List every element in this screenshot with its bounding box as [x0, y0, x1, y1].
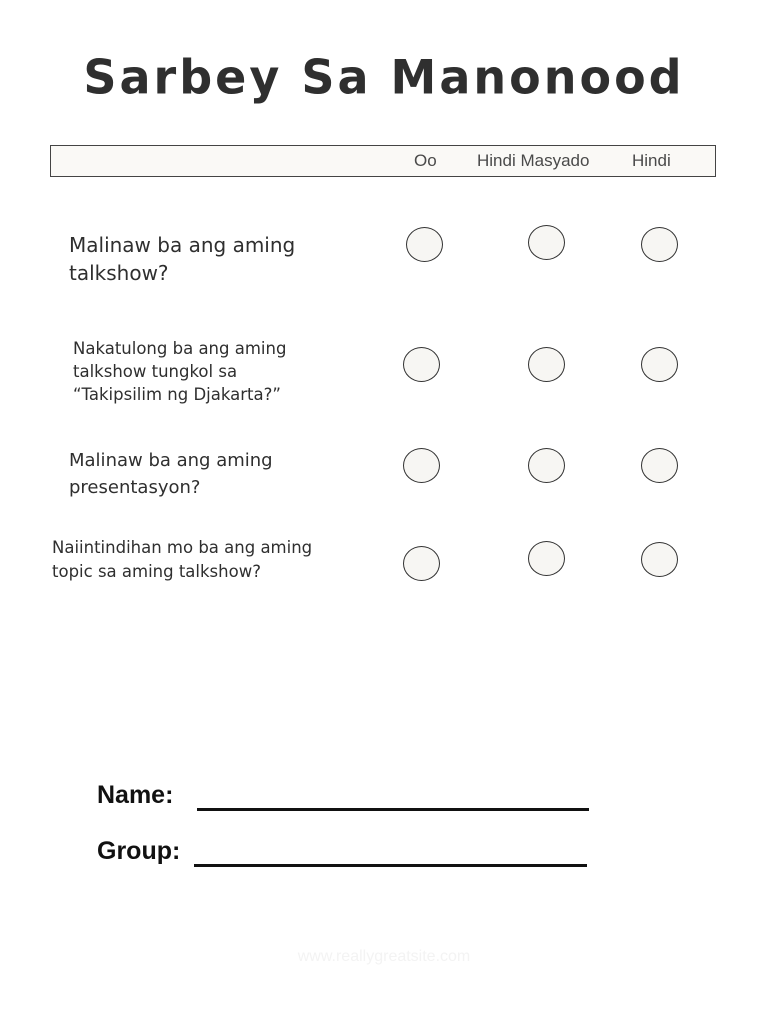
name-field-line[interactable] — [197, 808, 589, 811]
footer-url: www.reallygreatsite.com — [297, 948, 471, 965]
question-4-line-2: topic sa aming talkshow? — [52, 561, 261, 581]
question-4 — [52, 536, 312, 584]
q1-radio-hindi-masyado[interactable] — [528, 225, 565, 260]
q1-radio-hindi[interactable] — [641, 227, 678, 262]
question-3 — [69, 447, 273, 501]
q2-radio-hindi[interactable] — [641, 347, 678, 382]
q2-radio-oo[interactable] — [403, 347, 440, 382]
q2-radio-hindi-masyado[interactable] — [528, 347, 565, 382]
page-title: Sarbey Sa Manonood — [83, 49, 685, 105]
q4-radio-hindi-masyado[interactable] — [528, 541, 565, 576]
q3-radio-hindi-masyado[interactable] — [528, 448, 565, 483]
question-2-line-2: talkshow tungkol sa — [73, 362, 238, 382]
question-3-line-1: Malinaw ba ang aming — [69, 450, 273, 471]
question-4-line-1: Naiintindihan mo ba ang aming — [52, 538, 313, 557]
group-label: Group: — [97, 837, 181, 865]
column-label-oo: Oo — [414, 151, 437, 170]
answer-header-bar — [50, 145, 716, 177]
question-1-line-1: Malinaw ba ang aming — [69, 233, 296, 257]
question-3-line-2: presentasyon? — [69, 477, 201, 498]
question-2 — [73, 337, 286, 406]
question-1-line-2: talkshow? — [69, 261, 169, 286]
question-2-line-1: Nakatulong ba ang aming — [73, 339, 287, 358]
column-label-hindi-masyado: Hindi Masyado — [477, 151, 590, 170]
q4-radio-hindi[interactable] — [641, 542, 678, 577]
q3-radio-oo[interactable] — [403, 448, 440, 483]
question-2-line-3: “Takipsilim ng Djakarta?” — [73, 385, 281, 405]
name-label: Name: — [97, 781, 174, 809]
column-label-hindi: Hindi — [632, 151, 671, 170]
q4-radio-oo[interactable] — [403, 546, 440, 581]
group-field-line[interactable] — [194, 864, 587, 867]
q3-radio-hindi[interactable] — [641, 448, 678, 483]
q1-radio-oo[interactable] — [406, 227, 443, 262]
question-1 — [69, 231, 295, 288]
